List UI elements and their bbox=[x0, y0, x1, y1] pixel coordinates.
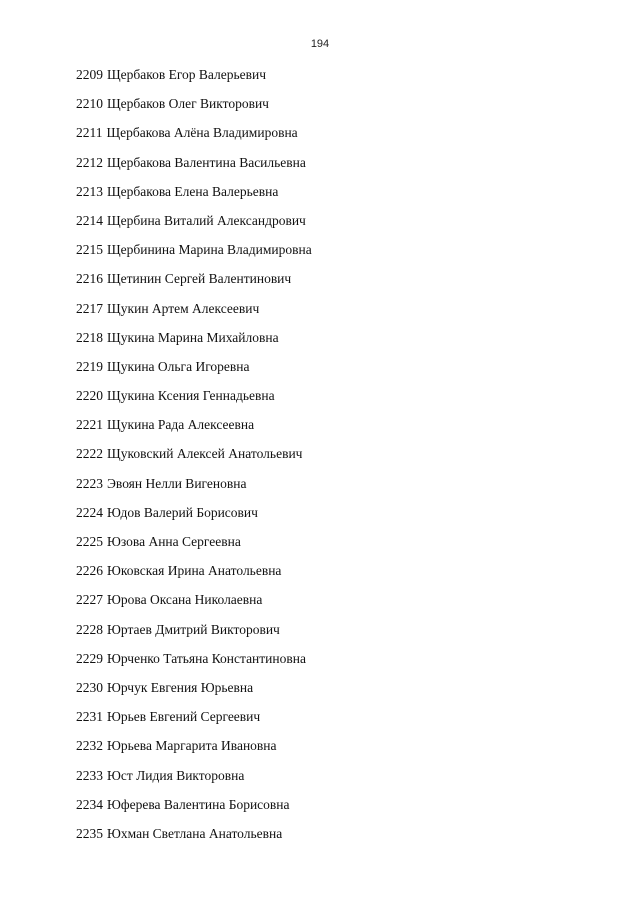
list-item bbox=[76, 270, 616, 299]
list-item bbox=[76, 475, 616, 504]
entry-name: Эвоян Нелли Вигеновна bbox=[107, 475, 247, 491]
entry-number: 2214 bbox=[76, 212, 103, 228]
entry-number: 2220 bbox=[76, 388, 103, 404]
entry-name: Щербаков Егор Валерьевич bbox=[107, 67, 267, 82]
entry-name: Щербина Виталий Александрович bbox=[107, 212, 306, 228]
entry-number: 2222 bbox=[76, 446, 103, 462]
list-item bbox=[76, 562, 616, 591]
entry-name: Юковская Ирина Анатольевна bbox=[107, 563, 282, 579]
entry-name: Щербинина Марина Владимировна bbox=[107, 242, 312, 258]
entry-number: 2224 bbox=[76, 504, 103, 520]
entry-number: 2212 bbox=[76, 154, 103, 170]
entry-number: 2213 bbox=[76, 183, 103, 199]
entry-name: Юферева Валентина Борисовна bbox=[107, 796, 290, 812]
list-item bbox=[76, 591, 616, 620]
list-item bbox=[76, 796, 616, 825]
entry-name: Щукина Ольга Игоревна bbox=[107, 358, 250, 374]
list-item bbox=[76, 767, 616, 796]
name-list bbox=[76, 66, 616, 854]
entry-name: Юрченко Татьяна Константиновна bbox=[107, 650, 306, 666]
entry-number: 2229 bbox=[76, 650, 103, 666]
list-item bbox=[76, 358, 616, 387]
entry-number: 2225 bbox=[76, 534, 103, 549]
list-item bbox=[76, 212, 616, 241]
entry-name: Щербаков Олег Викторович bbox=[107, 96, 269, 112]
list-item bbox=[76, 708, 616, 737]
list-item bbox=[76, 66, 616, 95]
entry-name: Щербакова Валентина Васильевна bbox=[107, 154, 306, 170]
entry-number: 2216 bbox=[76, 271, 103, 287]
list-item bbox=[76, 241, 616, 270]
entry-number: 2233 bbox=[76, 767, 103, 783]
entry-number: 2227 bbox=[76, 592, 103, 608]
entry-number: 2232 bbox=[76, 738, 103, 754]
entry-name: Щуковский Алексей Анатольевич bbox=[107, 446, 303, 462]
list-item bbox=[76, 416, 616, 445]
entry-number: 2228 bbox=[76, 621, 103, 637]
entry-number: 2217 bbox=[76, 300, 103, 316]
list-item bbox=[76, 533, 616, 562]
entry-name: Щукина Марина Михайловна bbox=[107, 329, 279, 345]
list-item bbox=[76, 387, 616, 416]
entry-name: Щукина Рада Алексеевна bbox=[107, 417, 255, 433]
list-item bbox=[76, 825, 616, 854]
entry-name: Щетинин Сергей Валентинович bbox=[107, 271, 292, 287]
entry-name: Юхман Светлана Анатольевна bbox=[107, 825, 283, 841]
entry-name: Юрова Оксана Николаевна bbox=[107, 592, 263, 608]
list-item bbox=[76, 95, 616, 124]
page-number: 194 bbox=[310, 38, 330, 50]
entry-number: 2209 bbox=[76, 67, 103, 82]
entry-number: 2215 bbox=[76, 242, 103, 258]
list-item bbox=[76, 183, 616, 212]
entry-number: 2223 bbox=[76, 475, 103, 491]
entry-number: 2235 bbox=[76, 825, 103, 841]
list-item bbox=[76, 504, 616, 533]
entry-name: Юзова Анна Сергеевна bbox=[107, 534, 241, 549]
entry-number: 2219 bbox=[76, 358, 103, 374]
entry-number: 2226 bbox=[76, 563, 103, 579]
entry-number: 2210 bbox=[76, 96, 103, 112]
entry-number: 2218 bbox=[76, 329, 103, 345]
entry-name: Щербакова Елена Валерьевна bbox=[107, 183, 279, 199]
entry-number: 2221 bbox=[76, 417, 103, 433]
entry-name: Юрьев Евгений Сергеевич bbox=[107, 709, 261, 725]
entry-name: Щербакова Алёна Владимировна bbox=[106, 125, 298, 141]
list-item bbox=[76, 300, 616, 329]
entry-name: Юст Лидия Викторовна bbox=[107, 767, 245, 783]
entry-number: 2231 bbox=[76, 709, 103, 725]
list-item bbox=[76, 737, 616, 766]
list-item bbox=[76, 621, 616, 650]
list-item bbox=[76, 650, 616, 679]
list-item bbox=[76, 679, 616, 708]
list-item bbox=[76, 124, 616, 153]
entry-name: Юрчук Евгения Юрьевна bbox=[107, 679, 254, 695]
entry-name: Юртаев Дмитрий Викторович bbox=[107, 621, 280, 637]
list-item bbox=[76, 154, 616, 183]
entry-number: 2234 bbox=[76, 796, 103, 812]
entry-name: Щукина Ксения Геннадьевна bbox=[107, 388, 275, 404]
entry-name: Юрьева Маргарита Ивановна bbox=[107, 738, 277, 754]
entry-name: Юдов Валерий Борисович bbox=[107, 504, 258, 520]
entry-number: 2211 bbox=[76, 125, 103, 141]
list-item bbox=[76, 445, 616, 474]
entry-name: Щукин Артем Алексеевич bbox=[107, 300, 260, 316]
entry-number: 2230 bbox=[76, 679, 103, 695]
list-item bbox=[76, 329, 616, 358]
